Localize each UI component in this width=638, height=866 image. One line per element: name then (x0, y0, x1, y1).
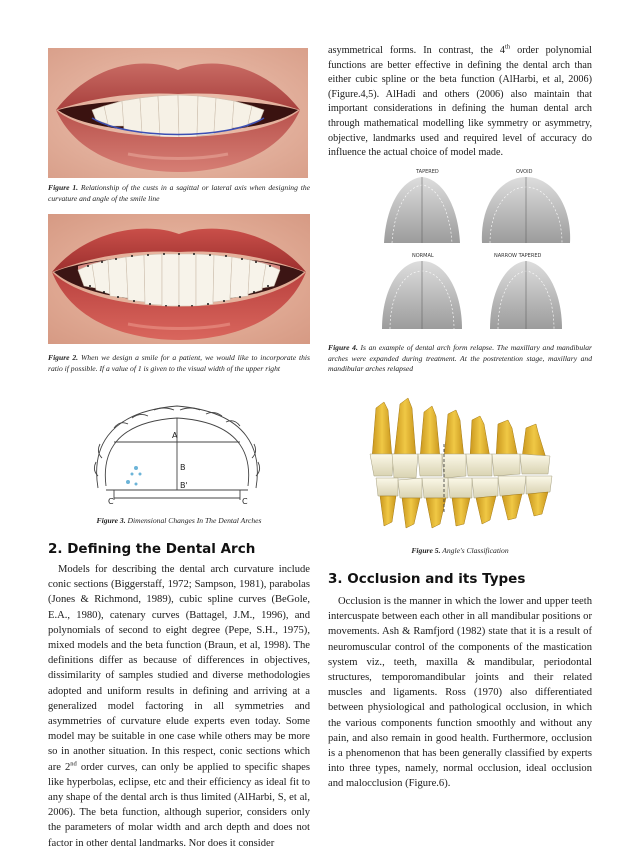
right-top-sup: th (505, 43, 511, 51)
figure-3-label: Figure 3. (96, 516, 126, 525)
right-top-paragraph (328, 44, 592, 161)
figure-3-caption (48, 516, 310, 527)
panel-label-normal: NORMAL (412, 253, 434, 259)
figure-3-arch-diagram (84, 392, 270, 506)
figure-1-label: Figure 1. (48, 183, 79, 192)
section-2-sup: nd (70, 760, 77, 768)
section-2-text-a: Models for describing the dental arch curvature include conic sections (Biggerstaff, 1972; Sampson, 1981), parabolas (Jones & Richmond, 1989), cubic spline curves (BeGole, E.A., 1980), catenary curves (Battagel, J.M., 1996), and polynomials of second to eight degree (Pepe, S.H., 1975), mixed models and the beta function (Braun, et al, 1998). The definitions differ as because of differences in objectives, dissimilarity of samples studied and diverse methodologies adopted and uniform results in defining and arriving at a generalized model factoring in all symmetries and asymmetries of curvature elude experts even today. Some model may be suitable in one case while others may be more so in another situation. In this respect, conic sections which are 2 (48, 564, 310, 773)
arch-diagram (84, 392, 270, 506)
arch-panel-tapered (384, 169, 460, 243)
panel-label-tapered: TAPERED (416, 169, 439, 175)
arch-forms-grid (364, 165, 574, 333)
panel-label-narrow-tapered: NARROW TAPERED (494, 253, 542, 259)
figure-4-arch-forms (364, 165, 574, 333)
smile-photo-2 (48, 214, 310, 344)
figure-1-caption-text: Relationship of the custs in a sagittal or lateral axis when designing the curvature and angle of the smile line (48, 183, 310, 203)
figure-5-teeth-illustration (362, 394, 556, 530)
figure-4-caption-text: Is an example of dental arch form relapse. The maxillary and mandibular arches were expanded during treatment. At the postretention stage, maxillary and mandibular arches relapsed (328, 343, 592, 373)
figure-5-caption-text: Angle's Classification (442, 546, 509, 555)
right-top-text-a: asymmetrical forms. In contrast, the 4 (328, 45, 506, 56)
arch-panel-normal (382, 253, 462, 329)
figure-5-caption (328, 546, 592, 557)
arch-label-c-left: C (108, 497, 114, 506)
figure-5-label: Figure 5. (411, 546, 441, 555)
arch-panel-narrow-tapered (490, 253, 562, 329)
section-3-text: Occlusion is the manner in which the lower and upper teeth intercuspate between each other in all mandibular positions or movements. Ash & Ramfjord (1982) state that it is a result of neuromuscular control of the components of the mastication system viz., teeth, maxilla & mandibular, periodontal structures, temporomandibular joints and their related muscles and ligaments. Ross (1970) also differentiated between physiological and pathological occlusion, in which the various components function smoothly and without any pain, and also remain in good health. Furthermore, occlusion is a phenomenon that has been generally classified by experts into three types, namely, normal occlusion, ideal occlusion and malocclusion (Figure.6). (328, 596, 592, 790)
figure-4-label: Figure 4. (328, 343, 358, 352)
right-top-text-b: order polynomial functions are better effective in defining the dental arch than either cubic spline or the beta function (AlHarbi, et al, 2006) (Figure.4,5). AlHadi and others (2006) also maintain that important considerations in defining the human dental arch through mathematical modelling like symmetry or asymmetry, objective, landmarks used and required level of accuracy do influence the actual choice of model made. (328, 45, 592, 159)
arch-label-b-prime: B' (180, 481, 188, 490)
panel-label-ovoid: OVOID (516, 169, 533, 175)
figure-3-caption-text: Dimensional Changes In The Dental Arches (127, 516, 262, 525)
arch-label-a: A (172, 431, 178, 440)
smile-photo-1 (48, 48, 308, 178)
figure-2-label: Figure 2. (48, 353, 79, 362)
section-3-body (328, 594, 592, 792)
figure-1-caption (48, 183, 310, 204)
figure-4-caption (328, 343, 592, 375)
section-2-body (48, 562, 310, 851)
figure-2-caption (48, 353, 310, 374)
teeth-illustration (362, 394, 556, 530)
figure-2-smile-photo (48, 214, 310, 344)
figure-1-smile-photo (48, 48, 308, 178)
section-3-heading: 3. Occlusion and its Types (328, 571, 526, 587)
section-2-text-b: order curves, can only be applied to specific shapes like hyperbolas, eclipse, etc and their efficiency as ideal fit to any shape of the dental arch is thus limited (AlHarbi, S, et al, 2006). The beta function, although superior, considers only the parameters of molar width and arch depth and does not factor in other dental landmarks. Nor does it consider (48, 761, 310, 849)
arch-label-c-right: C (242, 497, 248, 506)
figure-2-caption-text: When we design a smile for a patient, we would like to incorporate this ratio if possible. If a value of 1 is given to the visual width of the upper right (48, 353, 310, 373)
arch-panel-ovoid (482, 169, 570, 243)
section-2-heading: 2. Defining the Dental Arch (48, 541, 256, 557)
arch-label-b: B (180, 463, 186, 472)
